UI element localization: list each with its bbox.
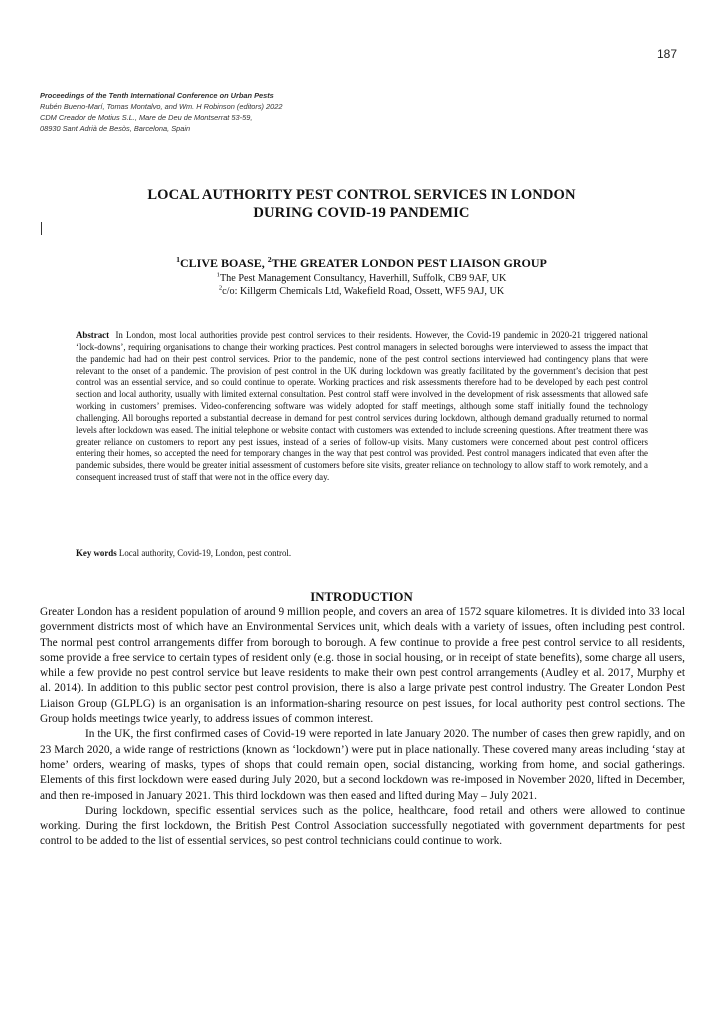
affiliation: [40, 285, 683, 298]
section-heading: INTRODUCTION: [310, 590, 413, 604]
affiliation-sup: 1: [216, 271, 220, 279]
authors: [40, 256, 683, 271]
author-name: CLIVE BOASE,: [180, 256, 268, 270]
proceedings-line: CDM Creador de Motius S.L., Mare de Deu de Montserrat 53-59,: [40, 113, 253, 122]
paper-title: [40, 186, 683, 235]
abstract: [76, 330, 648, 484]
proceedings-line: Proceedings of the Tenth International Conference on Urban Pests: [40, 91, 274, 100]
proceedings-header: [40, 90, 460, 134]
affiliation-sup: 2: [218, 284, 223, 292]
text-cursor: [41, 222, 42, 235]
affiliation-text: The Pest Management Consultancy, Haverhill, Suffolk, CB9 9AF, UK: [219, 273, 507, 284]
title-line-1: LOCAL AUTHORITY PEST CONTROL SERVICES IN LONDON: [147, 187, 576, 203]
title-line-2: [40, 204, 683, 235]
title-line-2-text: DURING COVID-19 PANDEMIC: [253, 205, 470, 221]
abstract-label: Abstract: [76, 330, 110, 340]
paragraph: During lockdown, specific essential services such as the police, healthcare, food retail and others were allowed to continue working. During the first lockdown, the British Pest Control Association successfully negotiated with government departments for pest control to be added to the list of essential services, so pest control technicians could continue to work.: [40, 804, 685, 848]
keywords-text: Local authority, Covid-19, London, pest control.: [118, 548, 292, 558]
paragraph: In the UK, the first confirmed cases of Covid-19 were reported in late January 2020. The number of cases then grew rapidly, and on 23 March 2020, a wide range of restrictions (known as ‘lockdown’) were put in place nationally. These covered many areas including ‘stay at home’ orders, wearing of masks, types of shops that could remain open, social distancing, working from home, and social gatherings. Elements of this first lockdown were eased during July 2020, but a second lockdown was re-imposed in November 2020, lifted in December, and then re-imposed in January 2021. This third lockdown was then eased and lifted during May – July 2021.: [40, 728, 685, 802]
author-sup: 2: [267, 255, 272, 264]
introduction-body: [40, 605, 685, 850]
keywords: [76, 547, 648, 559]
affiliations: [40, 272, 683, 298]
paragraph: Greater London has a resident population of around 9 million people, and covers an area of 1572 square kilometres. It is divided into 33 local government districts most of which have an Environmental Services unit, which deals with a variety of issues, often including pest control. The normal pest control arrangements differ from borough to borough. A few continue to provide a free pest control service to all residents, some provide a free service to certain types of resident only (e.g. those in social housing, or in receipt of state benefits), some charge all users, while a few provide no pest control service but leave residents to make their own pest control arrangements (Audley et al. 2017, Murphy et al. 2014). In addition to this public sector pest control provision, there is also a large private pest control industry. The Greater London Pest Liaison Group (GLPLG) is an organisation is an information-sharing resource on pest issues, for local authority pest control sections. The Group holds meetings twice yearly, to address issues of common interest.: [40, 606, 685, 726]
abstract-text: In London, most local authorities provide pest control services to their residents. However, the Covid-19 pandemic in 2020-21 triggered national ‘lock-downs’, requiring organisations to change their working practices. Pest control managers in selected boroughs were interviewed to assess the impact that the pandemic had had on their pest control services. Prior to the pandemic, none of the pest control sections interviewed had contingency plans that were relevant to the onset of a pandemic. The provision of pest control in the UK during lockdown was greatly facilitated by the government’s decision that pest control was an essential service, and so could continue to operate. Working practices and risk assessments therefore had to be developed by each pest control section and local authority, usually with limited external consultation. Pest control staff were involved in the development of risk assessments that allowed safe working in customers’ premises. Video-conferencing software was widely adopted for staff meetings, although some staff initially found the technology challenging. All boroughs reported a substantial decrease in demand for pest control services during lockdown, although demand gradually returned to normal levels after lockdown was eased. The initial telephone or website contact with customers was extended to include screening questions. After treatment there was greater reliance on customers to report any pest issues, instead of a series of follow-up visits. Many customers were concerned about pest control officers entering their homes, so accepted the need for temporary changes in the way that pest control was provided. Pest control managers indicated that even after the pandemic subsides, there would be greater initial assessment of customers before site visits, greater reliance on technology to allow staff to work remotely, and a consequent increased trust of staff that were not in the office every day.: [76, 330, 649, 483]
affiliation: [40, 272, 683, 285]
affiliation-text: c/o: Killgerm Chemicals Ltd, Wakefield Road, Ossett, WF5 9AJ, UK: [222, 286, 505, 297]
page-number: 187: [656, 47, 677, 61]
author-sup: 1: [176, 255, 180, 264]
proceedings-line: 08930 Sant Adrià de Besòs, Barcelona, Spain: [40, 124, 191, 133]
author-name: THE GREATER LONDON PEST LIAISON GROUP: [271, 256, 547, 270]
proceedings-line: Rubén Bueno-Marí, Tomas Montalvo, and Wm. H Robinson (editors) 2022: [40, 102, 283, 111]
keywords-label: Key words: [76, 548, 117, 558]
